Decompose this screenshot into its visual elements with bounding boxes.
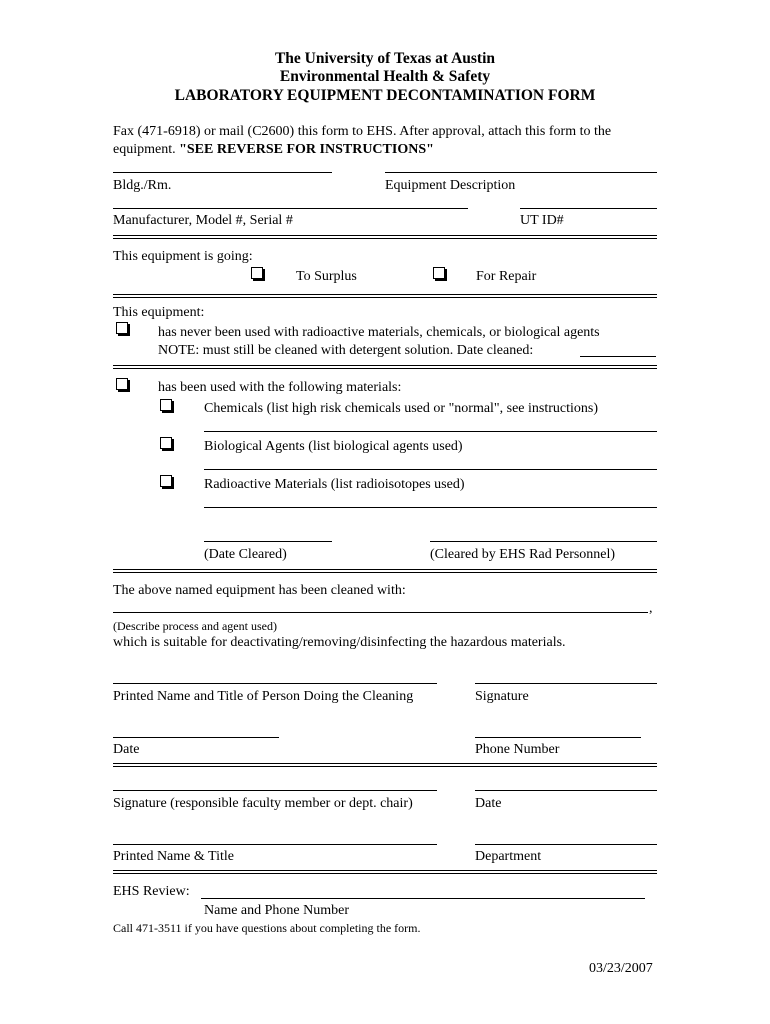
- ehs-review-label: EHS Review:: [113, 884, 190, 899]
- section-divider: [113, 365, 657, 369]
- call-note: Call 471-3511 if you have questions about completing the form.: [113, 921, 421, 935]
- cleaning-process-field[interactable]: [113, 612, 648, 613]
- section-divider: [113, 235, 657, 239]
- date-cleared-label: (Date Cleared): [204, 547, 287, 562]
- cleaning-comma: ,: [649, 601, 653, 616]
- suitable-statement: which is suitable for deactivating/removing/disinfecting the hazardous materials.: [113, 635, 566, 650]
- signature-field[interactable]: [475, 683, 657, 684]
- department-field[interactable]: [475, 844, 657, 845]
- section-divider: [113, 763, 657, 767]
- repair-label: For Repair: [476, 269, 537, 284]
- used-with-checkbox[interactable]: [116, 378, 128, 390]
- phone-number-label: Phone Number: [475, 742, 560, 757]
- date-label: Date: [113, 742, 140, 757]
- chemicals-field[interactable]: [204, 431, 657, 432]
- section-divider: [113, 294, 657, 298]
- ut-id-label: UT ID#: [520, 213, 564, 228]
- biological-label: Biological Agents (list biological agents used): [204, 439, 463, 454]
- revision-date: 03/23/2007: [589, 961, 653, 976]
- form-title: LABORATORY EQUIPMENT DECONTAMINATION FORM: [174, 87, 596, 104]
- date-field[interactable]: [113, 737, 279, 738]
- surplus-checkbox[interactable]: [251, 267, 263, 279]
- chemicals-label: Chemicals (list high risk chemicals used or "normal", see instructions): [204, 401, 599, 416]
- responsible-signature-field[interactable]: [113, 790, 437, 791]
- date-cleaned-field[interactable]: [580, 356, 656, 357]
- responsible-signature-label: Signature (responsible faculty member or dept. chair): [113, 796, 413, 811]
- radioactive-label: Radioactive Materials (list radioisotopes used): [204, 477, 465, 492]
- repair-checkbox[interactable]: [433, 267, 445, 279]
- never-used-label: has never been used with radioactive materials, chemicals, or biological agents: [158, 325, 600, 340]
- radioactive-field[interactable]: [204, 507, 657, 508]
- printed-name-cleaner-label: Printed Name and Title of Person Doing the Cleaning: [113, 689, 414, 704]
- department-label: Department: [475, 849, 542, 864]
- signature-label: Signature: [475, 689, 529, 704]
- equipment-description-label: Equipment Description: [385, 178, 516, 193]
- surplus-label: To Surplus: [296, 269, 357, 284]
- destination-question: This equipment is going:: [113, 249, 253, 264]
- printed-name-title-field[interactable]: [113, 844, 437, 845]
- cleared-by-field[interactable]: [430, 541, 657, 542]
- phone-number-field[interactable]: [475, 737, 641, 738]
- never-used-checkbox[interactable]: [116, 322, 128, 334]
- bldg-rm-field[interactable]: [113, 172, 332, 173]
- describe-note: (Describe process and agent used): [113, 619, 277, 633]
- manufacturer-field[interactable]: [113, 208, 468, 209]
- equipment-description-field[interactable]: [385, 172, 657, 173]
- used-with-label: has been used with the following materials:: [158, 380, 402, 395]
- department-name: Environmental Health & Safety: [279, 68, 491, 85]
- biological-checkbox[interactable]: [160, 437, 172, 449]
- usage-intro: This equipment:: [113, 305, 205, 320]
- biological-field[interactable]: [204, 469, 657, 470]
- date-2-label: Date: [475, 796, 502, 811]
- ut-id-field[interactable]: [520, 208, 657, 209]
- bldg-rm-label: Bldg./Rm.: [113, 178, 172, 193]
- section-divider: [113, 569, 657, 573]
- date-cleared-field[interactable]: [204, 541, 332, 542]
- printed-name-cleaner-field[interactable]: [113, 683, 437, 684]
- intro-line-2-text: equipment.: [113, 142, 180, 157]
- university-name: The University of Texas at Austin: [274, 50, 496, 67]
- name-phone-label: Name and Phone Number: [204, 903, 350, 918]
- ehs-review-field[interactable]: [201, 898, 645, 899]
- see-reverse-note: "SEE REVERSE FOR INSTRUCTIONS": [179, 142, 434, 157]
- cleared-by-label: (Cleared by EHS Rad Personnel): [430, 547, 616, 562]
- intro-line-2: [113, 142, 434, 158]
- cleaning-statement: The above named equipment has been cleaned with:: [113, 583, 406, 598]
- manufacturer-label: Manufacturer, Model #, Serial #: [113, 213, 293, 228]
- section-divider: [113, 870, 657, 874]
- detergent-note: NOTE: must still be cleaned with detergent solution. Date cleaned:: [158, 343, 534, 358]
- printed-name-title-label: Printed Name & Title: [113, 849, 234, 864]
- radioactive-checkbox[interactable]: [160, 475, 172, 487]
- chemicals-checkbox[interactable]: [160, 399, 172, 411]
- intro-line-1: Fax (471-6918) or mail (C2600) this form to EHS. After approval, attach this form to the: [113, 124, 612, 139]
- date-2-field[interactable]: [475, 790, 657, 791]
